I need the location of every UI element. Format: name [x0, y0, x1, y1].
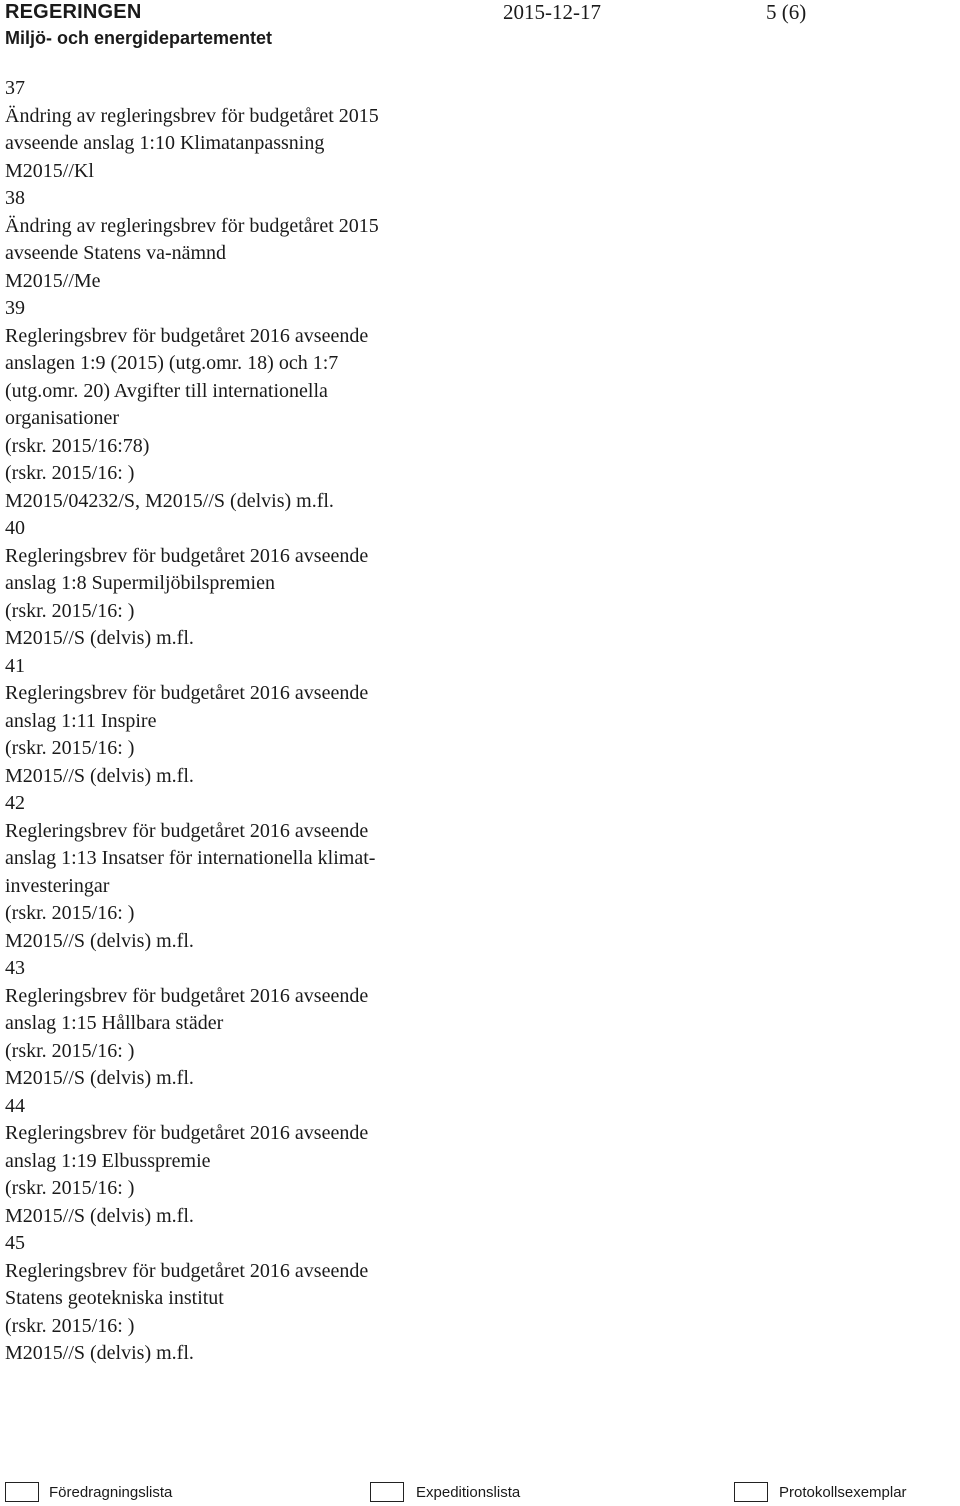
agenda-item [5, 653, 455, 791]
document-date: 2015-12-17 [503, 0, 601, 24]
expeditionslista-label: Expeditionslista [416, 1484, 521, 1501]
item-line: anslagen 1:9 (2015) (utg.omr. 18) och 1:7 [5, 352, 339, 374]
item-line: Ändring av regleringsbrev för budgetåret 2015 [5, 104, 379, 127]
item-line: (rskr. 2015/16: ) [5, 737, 135, 759]
item-line: anslag 1:15 Hållbara städer [5, 1012, 224, 1034]
item-line: investeringar [5, 874, 110, 897]
agenda-item [5, 790, 455, 955]
agenda-item [5, 75, 455, 185]
item-number: 45 [5, 1232, 25, 1254]
protokollsexemplar-label: Protokollsexemplar [779, 1484, 907, 1501]
item-line: (rskr. 2015/16: ) [5, 902, 135, 924]
item-number: 41 [5, 654, 25, 677]
item-line: M2015//S (delvis) m.fl. [5, 627, 194, 649]
foredragningslista-checkbox[interactable] [5, 1482, 39, 1502]
item-number: 38 [5, 187, 25, 209]
item-line: organisationer [5, 407, 120, 429]
item-line: Statens geotekniska institut [5, 1287, 224, 1309]
item-line: Regleringsbrev för budgetåret 2016 avseende [5, 984, 369, 1007]
ministry-name: REGERINGEN [5, 1, 142, 23]
distribution-footer [0, 1480, 960, 1506]
agenda-item [5, 295, 455, 515]
agenda-list [5, 75, 455, 1368]
item-line: M2015//S (delvis) m.fl. [5, 1067, 194, 1089]
item-line: Regleringsbrev för budgetåret 2016 avseende [5, 324, 369, 347]
item-line: Regleringsbrev för budgetåret 2016 avseende [5, 819, 369, 842]
item-line: Regleringsbrev för budgetåret 2016 avseende [5, 1259, 369, 1282]
page-number: 5 (6) [766, 0, 807, 24]
item-line: M2015//S (delvis) m.fl. [5, 929, 194, 952]
item-line: M2015//S (delvis) m.fl. [5, 764, 194, 787]
item-line: M2015//S (delvis) m.fl. [5, 1342, 194, 1364]
item-number: 44 [5, 1094, 25, 1117]
agenda-item [5, 955, 455, 1093]
item-line: anslag 1:13 Insatser för internationella klimat- [5, 847, 376, 869]
item-line: (utg.omr. 20) Avgifter till internationella [5, 379, 328, 402]
foredragningslista-label: Föredragningslista [49, 1484, 173, 1501]
agenda-item [5, 1093, 455, 1231]
item-line: (rskr. 2015/16: ) [5, 1039, 135, 1062]
item-line: Regleringsbrev för budgetåret 2016 avseende [5, 544, 369, 567]
item-line: M2015//Me [5, 269, 101, 292]
item-line: Regleringsbrev för budgetåret 2016 avseende [5, 1122, 369, 1144]
item-line: (rskr. 2015/16: ) [5, 462, 135, 484]
item-line: (rskr. 2015/16: ) [5, 1314, 135, 1337]
item-number: 39 [5, 297, 25, 319]
document-header [5, 0, 272, 52]
item-line: anslag 1:8 Supermiljöbilspremien [5, 572, 275, 594]
department-name: Miljö- och energidepartementet [5, 28, 273, 48]
item-line: Regleringsbrev för budgetåret 2016 avseende [5, 682, 369, 704]
agenda-item [5, 1230, 455, 1368]
item-line: M2015//S (delvis) m.fl. [5, 1204, 194, 1227]
protokollsexemplar-checkbox[interactable] [734, 1482, 768, 1502]
item-number: 40 [5, 517, 25, 539]
item-line: Ändring av regleringsbrev för budgetåret 2015 [5, 214, 379, 237]
expeditionslista-checkbox[interactable] [370, 1482, 404, 1502]
item-number: 42 [5, 792, 25, 814]
item-number: 43 [5, 957, 25, 979]
item-line: anslag 1:11 Inspire [5, 709, 157, 732]
agenda-item [5, 515, 455, 653]
item-line: M2015//Kl [5, 159, 94, 182]
item-line: (rskr. 2015/16: ) [5, 599, 135, 622]
agenda-item [5, 185, 455, 295]
item-line: avseende anslag 1:10 Klimatanpassning [5, 132, 325, 154]
item-line: (rskr. 2015/16: ) [5, 1177, 135, 1199]
item-line: (rskr. 2015/16:78) [5, 434, 150, 457]
item-line: M2015/04232/S, M2015//S (delvis) m.fl. [5, 489, 334, 512]
item-line: avseende Statens va-nämnd [5, 242, 227, 264]
item-number: 37 [5, 77, 25, 99]
item-line: anslag 1:19 Elbusspremie [5, 1149, 211, 1172]
